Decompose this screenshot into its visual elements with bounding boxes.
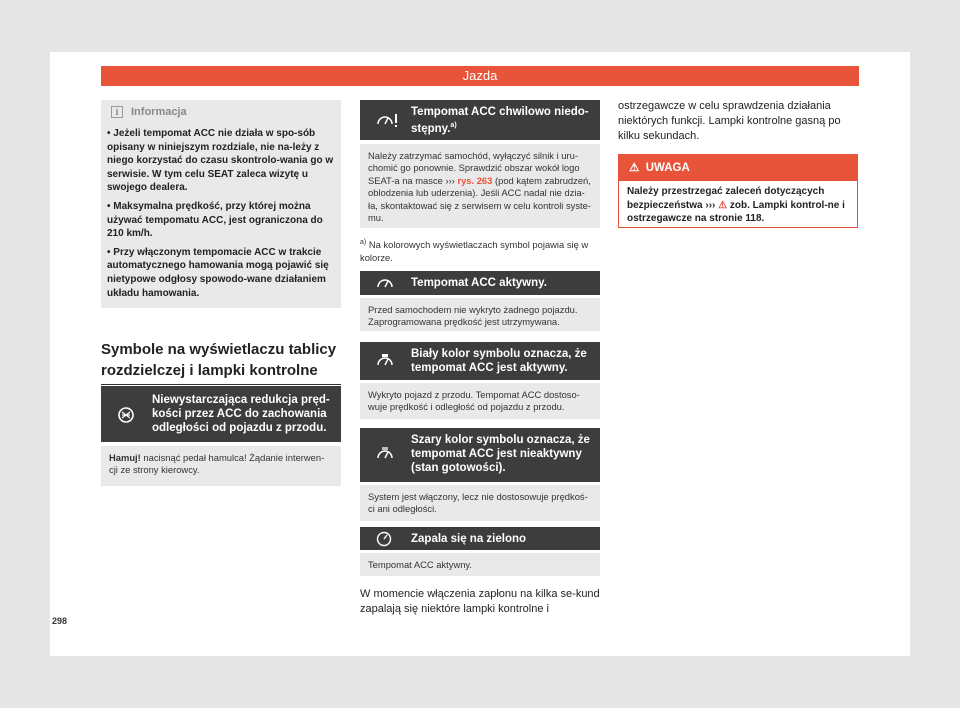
symbol-description: Tempomat ACC aktywny. (411, 277, 547, 289)
warning-triangle-icon: ⚠ (718, 199, 728, 211)
info-item: • Maksymalna prędkość, przy której można używać tempomatu ACC, jest ograniczona do 210 km/h. (107, 200, 323, 240)
chapter-header: Jazda (101, 66, 859, 86)
symbol-body (360, 298, 600, 331)
footnote (360, 237, 600, 264)
head-text: Tempomat ACC chwilowo niedo-stępny. (411, 106, 589, 135)
acc-grey-icon (376, 447, 394, 461)
figure-link[interactable]: rys. 263 (457, 174, 493, 186)
brake-command: Hamuj! (109, 452, 141, 463)
acc-unavailable-icon (376, 112, 400, 128)
acc-green-icon (376, 531, 392, 547)
body-text: Należy zatrzymać samochód, wyłączyć silnik i uru-chomić go ponownie. Sprawdzić obszar wokół logo SEAT-a na masce ››› (368, 150, 580, 186)
footnote-mark: a) (360, 239, 367, 246)
brake-text: nacisnąć pedał hamulca! Żądanie interwen-cji ze strony kierowcy. (109, 452, 325, 476)
info-list (107, 127, 337, 305)
symbol-description: Szary kolor symbolu oznacza, że tempomat ACC jest nieaktywny (stan gotowości). (411, 434, 590, 474)
symbol-description: Biały kolor symbolu oznacza, że tempomat ACC jest aktywny. (411, 348, 587, 374)
symbol-head-grey (360, 428, 600, 482)
section-title: Symbole na wyświetlaczu tablicy rozdzielczej i lampki kontrolne (101, 339, 341, 385)
warning-box (618, 154, 858, 228)
body-text: Tempomat ACC aktywny. (368, 559, 473, 570)
symbol-body (360, 383, 600, 419)
footnote-ref: a) (450, 122, 457, 129)
body-text: Przed samochodem nie wykryto żadnego pojazdu. Zaprogramowana prędkość jest utrzymywana. (368, 304, 578, 328)
acc-active-icon (376, 276, 394, 290)
symbol-body (101, 446, 341, 486)
warning-triangle-icon: ⚠ (629, 162, 640, 174)
warning-symbol-head (101, 386, 341, 442)
footnote-text: Na kolorowych wyświetlaczach symbol pojawia się w kolorze. (360, 239, 589, 263)
acc-brake-icon (117, 406, 135, 424)
warning-text (627, 185, 853, 226)
mid-paragraph: W momencie włączenia zapłonu na kilka se-kund zapalają się niektóre lampki kontrolne i (360, 588, 600, 616)
symbol-body (360, 485, 600, 521)
symbol-body (360, 144, 600, 228)
warning-text-pre: Należy przestrzegać zaleceń dotyczących bezpieczeństwa ››› (627, 186, 825, 211)
warning-text-post: zob. Lampki kontrol-ne i ostrzegawcze na stronie 118. (627, 199, 845, 225)
info-item: • Jeżeli tempomat ACC nie działa w spo-sób opisany w niniejszym rozdziale, nie na-leży z niego korzystać do czasu skontrolo-wania go w serwisie. W tym celu SEAT zaleca wizytę u swojego dealera. (107, 128, 334, 194)
warning-title (619, 155, 857, 181)
symbol-head-unavailable (360, 100, 600, 140)
info-item: • Przy włączonym tempomacie ACC w trakcie automatycznego hamowania mogą pojawić się nietypowe odgłosy spowodo-wane działaniem układu hamowania. (107, 246, 329, 299)
body-text: Wykryto pojazd z przodu. Tempomat ACC dostoso-wuje prędkość i odległość od pojazdu z przodu. (368, 389, 580, 413)
symbol-description: Zapala się na zielono (411, 533, 527, 545)
symbol-head-white (360, 342, 600, 380)
warning-title-text: UWAGA (645, 162, 690, 174)
right-paragraph: ostrzegawcze w celu sprawdzenia działania niektórych funkcji. Lampki kontrolne gasną po kilku sekundach. (618, 100, 841, 143)
body-text: (pod kątem zabrudzeń, oblodzenia lub uderzenia). Jeśli ACC nadal nie dzia-ła, skontaktować się z serwisem w celu kontroli syste-mu. (368, 174, 591, 224)
symbol-head-active (360, 271, 600, 295)
info-box (101, 100, 341, 308)
page-number: 298 (52, 616, 68, 626)
info-box-title (111, 106, 187, 118)
info-icon: i (111, 106, 123, 118)
body-text: System jest włączony, lecz nie dostosowuje prędkoś-ci ani odległości. (368, 491, 588, 515)
symbol-head-green (360, 527, 600, 550)
acc-white-icon (376, 354, 394, 368)
symbol-body (360, 553, 600, 576)
symbol-description: Niewystarczająca redukcja pręd-kości przez ACC do zachowania odległości od pojazdu z przodu. (152, 394, 330, 434)
info-title-text: Informacja (131, 106, 187, 118)
symbol-description (411, 105, 591, 136)
